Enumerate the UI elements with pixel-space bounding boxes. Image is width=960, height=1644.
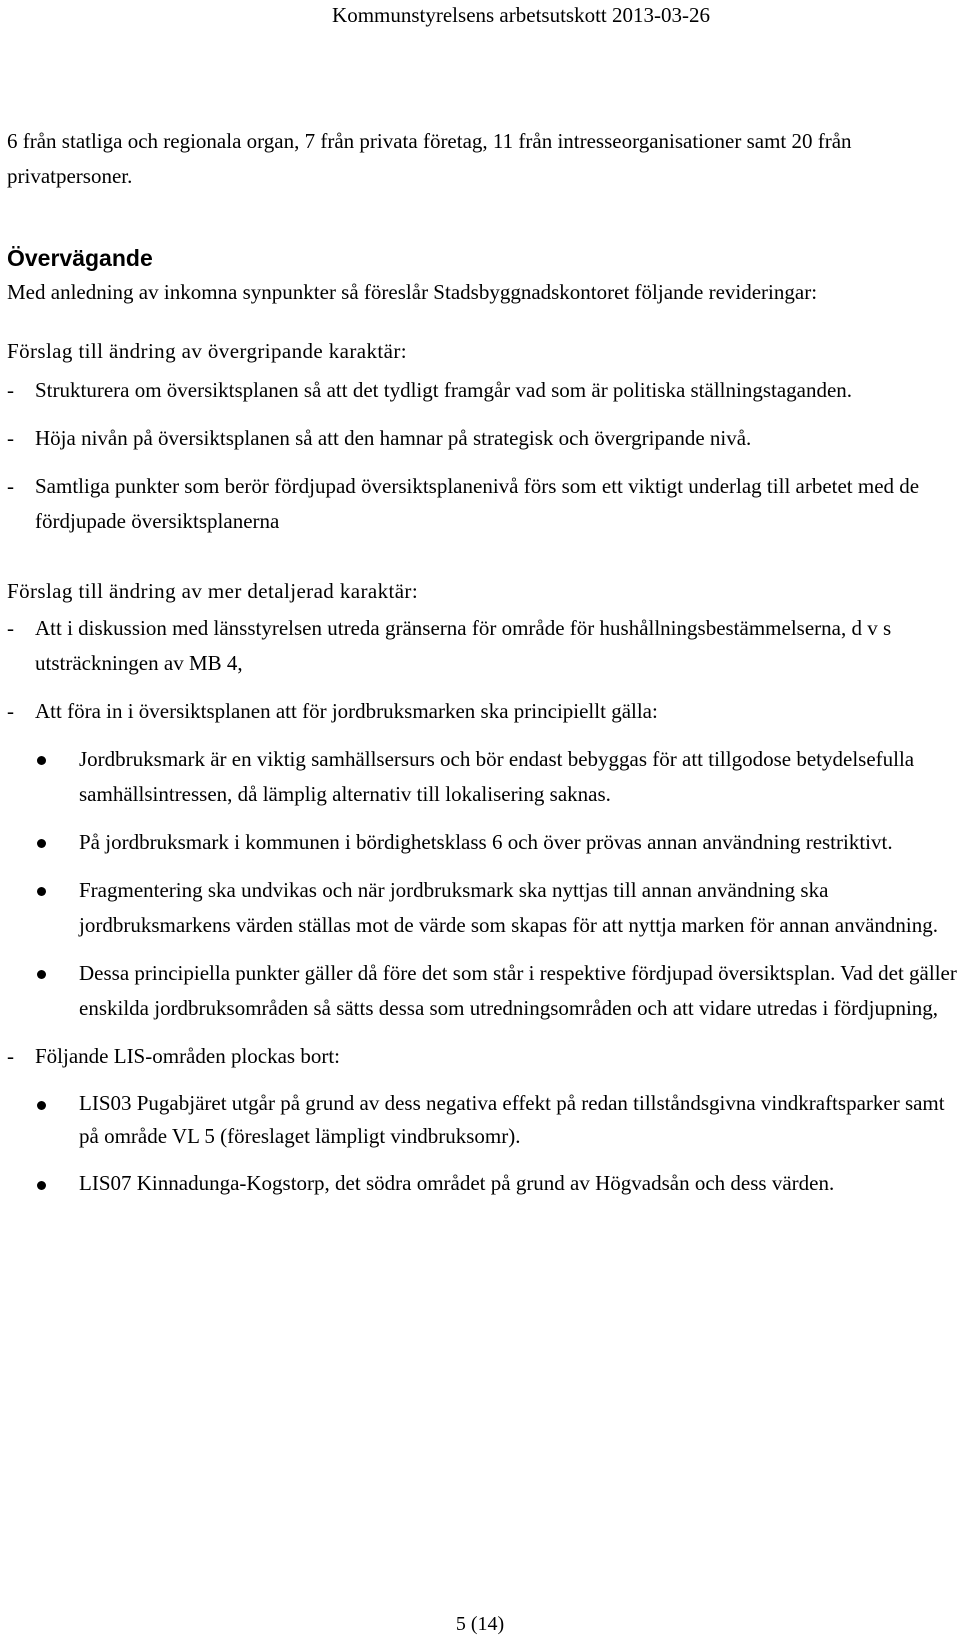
- overarching-subheading: Förslag till ändring av övergripande karaktär:: [7, 339, 407, 363]
- bullet-dot-icon: [37, 756, 46, 765]
- bullet-dot-icon: [37, 887, 46, 896]
- overarching-item-text: Samtliga punkter som berör fördjupad översiktsplanenivå förs som ett viktigt underlag till arbetet med de fördjupade översiktsplanerna: [35, 474, 920, 533]
- detailed-item: [7, 694, 957, 729]
- overarching-item: [7, 469, 957, 539]
- principles-list: [7, 742, 957, 1026]
- section-lead: Med anledning av inkomna synpunkter så föreslår Stadsbyggnadskontoret följande revideringar:: [7, 280, 818, 304]
- list-item: [7, 825, 957, 860]
- detailed-item: [7, 611, 957, 681]
- list-item-text: Jordbruksmark är en viktig samhällsersurs och bör endast bebyggas för att tillgodose betydelsefulla samhällsintressen, då lämplig alternativ till lokalisering saknas.: [79, 747, 915, 806]
- list-item: [7, 956, 957, 1026]
- dash-marker: -: [7, 616, 14, 640]
- bullet-dot-icon: [37, 1101, 46, 1110]
- bullet-dot-icon: [37, 970, 46, 979]
- detailed-subheading: Förslag till ändring av mer detaljerad karaktär:: [7, 579, 419, 603]
- section-heading: Övervägande: [7, 245, 153, 271]
- overarching-item: [7, 373, 957, 408]
- lis-list: [7, 1087, 957, 1200]
- list-item-text: Dessa principiella punkter gäller då före det som står i respektive fördjupad översiktsplan. Vad det gäller enskilda jordbruksområden så sätts dessa som utredningsområden och att vidare utredas i fördjupning,: [79, 961, 957, 1020]
- bullet-dot-icon: [37, 839, 46, 848]
- intro-paragraph: 6 från statliga och regionala organ, 7 från privata företag, 11 från intresseorganisationer samt 20 från privatpersoner.: [7, 129, 852, 188]
- detailed-item-text: Följande LIS-områden plockas bort:: [35, 1044, 341, 1068]
- list-item: [7, 1087, 957, 1153]
- overarching-item-text: Höja nivån på översiktsplanen så att den hamnar på strategisk och övergripande nivå.: [35, 426, 752, 450]
- list-item-text: LIS07 Kinnadunga-Kogstorp, det södra området på grund av Högvadsån och dess värden.: [79, 1171, 835, 1195]
- list-item-text: På jordbruksmark i kommunen i bördighetsklass 6 och över prövas annan användning restriktivt.: [79, 830, 893, 854]
- detailed-item: [7, 1039, 957, 1074]
- page-number: 5 (14): [455, 1613, 505, 1635]
- bullet-dot-icon: [37, 1181, 46, 1190]
- detailed-item-text: Att föra in i översiktsplanen att för jordbruksmarken ska principiellt gälla:: [35, 699, 658, 723]
- list-item: [7, 1167, 957, 1200]
- list-item: [7, 873, 957, 943]
- dash-marker: -: [7, 699, 14, 723]
- dash-marker: -: [7, 378, 14, 402]
- overarching-item: [7, 421, 957, 456]
- dash-marker: -: [7, 1044, 14, 1068]
- dash-marker: -: [7, 474, 14, 498]
- document-body: [7, 124, 957, 1200]
- detailed-item-text: Att i diskussion med länsstyrelsen utreda gränserna för område för hushållningsbestämmelserna, d v s utsträckningen av MB 4,: [35, 616, 892, 675]
- list-item-text: Fragmentering ska undvikas och när jordbruksmark ska nyttjas till annan användning ska jordbruksmarkens värden ställas mot de värde som skapas för att nyttja marken för annan användning.: [79, 878, 939, 937]
- list-item-text: LIS03 Pugabjäret utgår på grund av dess negativa effekt på redan tillståndsgivna vindkraftsparker samt på område VL 5 (föreslaget lämpligt vindbruksomr).: [79, 1091, 945, 1148]
- page-header: Kommunstyrelsens arbetsutskott 2013-03-26: [332, 3, 710, 27]
- overarching-item-text: Strukturera om översiktsplanen så att det tydligt framgår vad som är politiska ställningstaganden.: [35, 378, 853, 402]
- list-item: [7, 742, 957, 812]
- dash-marker: -: [7, 426, 14, 450]
